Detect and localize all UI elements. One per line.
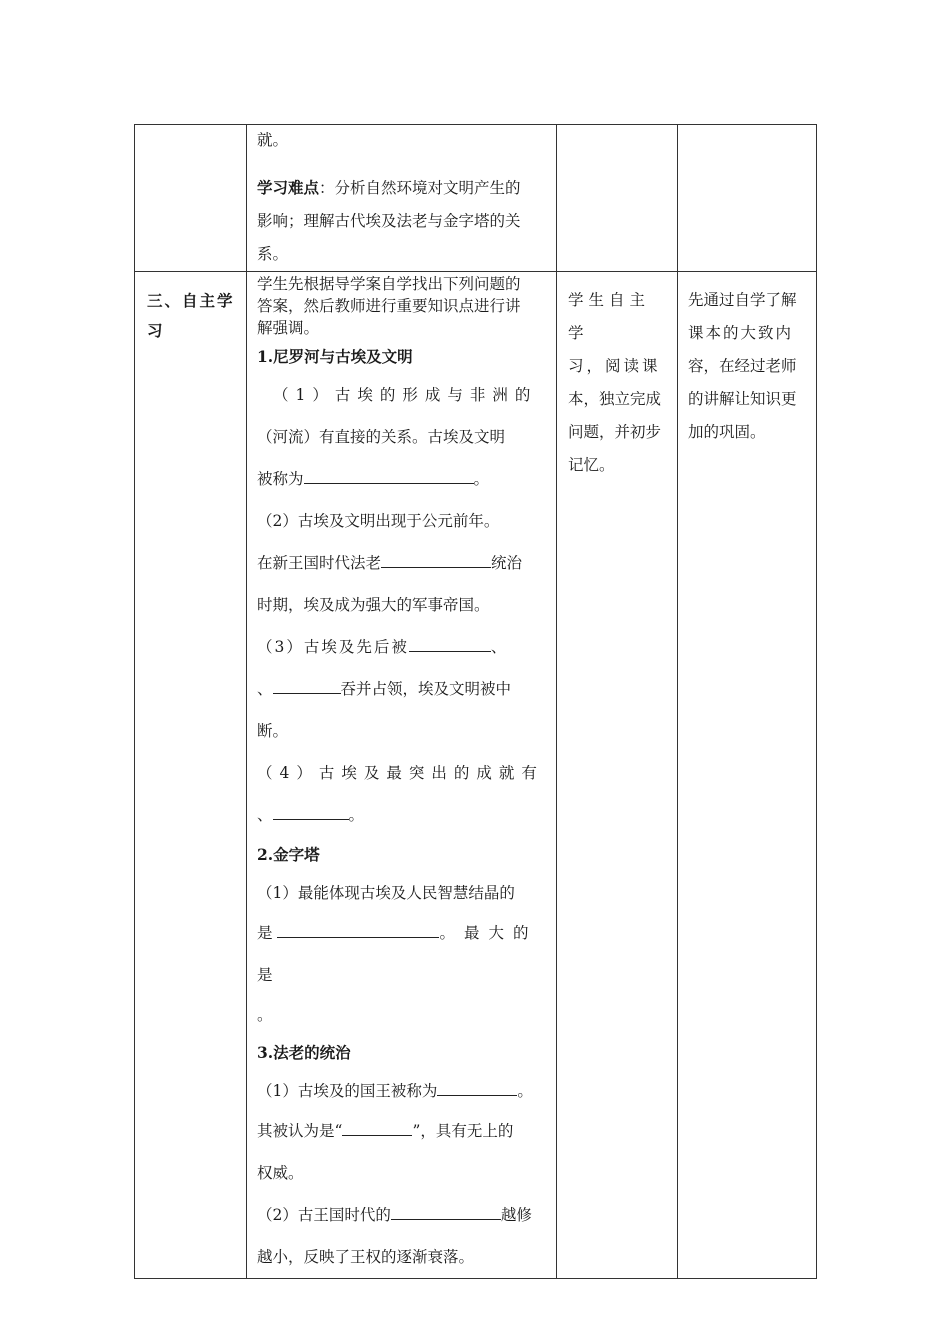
fill-blank [342, 1119, 412, 1136]
question-line: 断。 [257, 722, 289, 740]
table-row [135, 272, 817, 1279]
difficulty-colon: ： [319, 179, 335, 197]
fill-blank [381, 551, 491, 568]
question-line [257, 912, 547, 996]
intro-line: 解强调。 [257, 319, 320, 337]
content-cell [247, 272, 557, 1279]
activity-line: 记忆。 [568, 456, 615, 474]
question-line: （河流）有直接的关系。古埃及文明 [257, 428, 506, 446]
content-cell [247, 125, 557, 272]
question-text: 其被认为是“ [257, 1122, 343, 1140]
question-line [257, 458, 547, 500]
question-text: 、 [257, 680, 273, 698]
fill-blank [409, 635, 491, 652]
question-line: 越小，反映了王权的逐渐衰落。 [257, 1248, 475, 1266]
intent-line: 加的巩固。 [688, 423, 766, 441]
question-line [257, 626, 547, 668]
table-row [135, 125, 817, 272]
question-line [257, 1072, 547, 1110]
question-text: （1）古埃及的国王被称为 [257, 1082, 438, 1100]
question-line: （4）古埃及最突出的成就有 [257, 764, 544, 782]
question-line: （2）古埃及文明出现于公元前年。 [257, 512, 500, 530]
student-activity-cell [557, 125, 678, 272]
question-line [257, 668, 547, 710]
question-line [257, 1194, 547, 1236]
design-intent-cell [678, 272, 817, 1279]
fill-blank [273, 677, 341, 694]
stage-cell [135, 125, 247, 272]
question-text: 统治 [491, 554, 523, 572]
question-text: （3）古埃及先后被 [257, 638, 409, 656]
fill-blank [391, 1203, 501, 1220]
fill-blank [304, 467, 474, 484]
intent-line: 的讲解让知识更 [688, 390, 797, 408]
question-text: 是 [257, 924, 273, 942]
question-text: 越修 [500, 1206, 532, 1224]
question-text: 。 [473, 470, 490, 488]
question-line: 时期，埃及成为强大的军事帝国。 [257, 596, 490, 614]
question-text: 在新王国时代法老 [257, 554, 382, 572]
question-line: 权威。 [257, 1164, 304, 1182]
design-intent-cell [678, 125, 817, 272]
fill-blank [273, 803, 349, 820]
question-text: 。 [348, 806, 365, 824]
fill-blank [437, 1079, 517, 1096]
question-line: （1）最能体现古埃及人民智慧结晶的 [257, 884, 515, 902]
stage-title: 三、自主学 [147, 291, 235, 310]
intro-line: 答案，然后教师进行重要知识点进行讲 [257, 297, 521, 315]
intent-line: 容，在经过老师 [688, 357, 797, 375]
section-heading: 1.尼罗河与古埃及文明 [257, 347, 413, 366]
question-text: ”，具有无上的 [412, 1122, 514, 1140]
student-activity-cell [557, 272, 678, 1279]
stage-title: 习 [147, 321, 165, 340]
section-heading: 2.金字塔 [257, 845, 320, 864]
activity-line: 习，阅读课 [568, 357, 661, 375]
intent-line: 先通过自学了解 [688, 291, 797, 309]
content-line: 就。 [257, 131, 289, 149]
difficulty-line [257, 171, 547, 205]
question-text: 吞并占领，埃及文明被中 [340, 680, 512, 698]
activity-line: 问题，并初步 [568, 423, 662, 441]
question-line [257, 794, 547, 836]
question-text: 被称为 [257, 470, 304, 488]
question-line [257, 1110, 547, 1152]
stage-cell [135, 272, 247, 1279]
activity-line: 本，独立完成 [568, 390, 662, 408]
question-line: 。 [257, 1006, 273, 1024]
difficulty-line: 系。 [257, 245, 289, 263]
difficulty-text: 分析自然环境对文明产生的 [334, 179, 521, 197]
activity-line: 学生自主学 [568, 291, 651, 342]
question-text: 、 [257, 806, 273, 824]
section-heading: 3.法老的统治 [257, 1043, 351, 1062]
question-text: 。 [517, 1082, 533, 1100]
question-text: （2）古王国时代的 [257, 1206, 391, 1224]
fill-blank [277, 921, 439, 938]
intent-line: 课本的大致内 [688, 324, 794, 342]
lesson-plan-table [134, 124, 817, 1279]
question-line: （1）古埃的形成与非洲的 [273, 386, 538, 404]
difficulty-label: 学习难点 [257, 178, 320, 197]
difficulty-line: 影响；理解古代埃及法老与金字塔的关 [257, 212, 521, 230]
question-line [257, 542, 547, 584]
intro-line: 学生先根据导学案自学找出下列问题的 [257, 275, 521, 293]
question-text: 、 [490, 638, 509, 656]
question-text: 。最大的是 [257, 924, 538, 984]
